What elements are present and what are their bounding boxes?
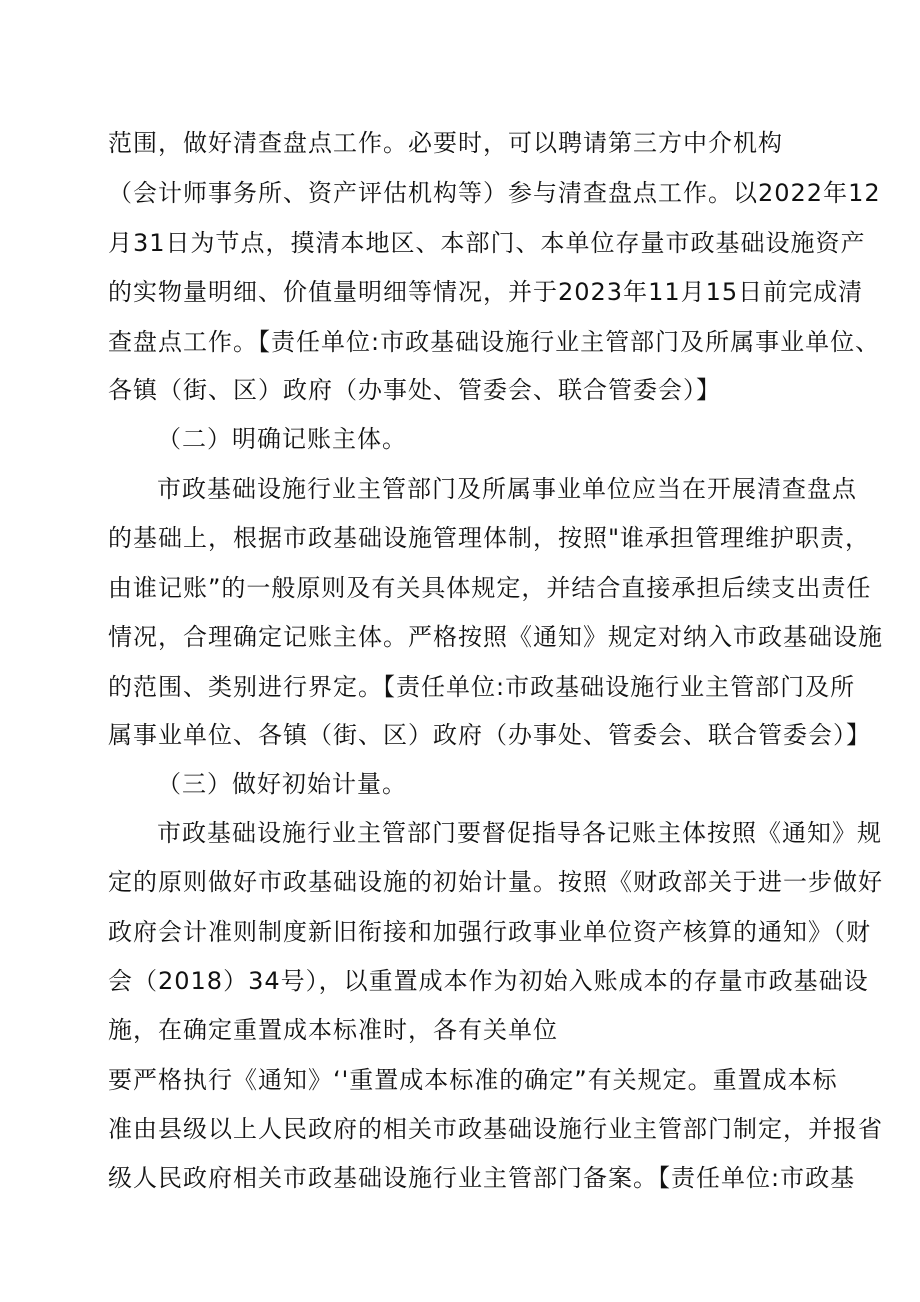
body-text-line: 查盘点工作。【责任单位:市政基础设施行业主管部门及所属事业单位、 <box>108 328 881 356</box>
body-text-line: 范围，做好清查盘点工作。必要时，可以聘请第三方中介机构 <box>108 129 783 157</box>
section-heading: （二）明确记账主体。 <box>157 425 407 453</box>
body-text-line: 要严格执行《通知》‘'重置成本标准的确定”有关规定。重置成本标 <box>108 1066 838 1094</box>
body-text-line: 级人民政府相关市政基础设施行业主管部门备案。【责任单位:市政基 <box>108 1164 856 1192</box>
body-text-line: 会（2018）34号），以重置成本作为初始入账成本的存量市政基础设 <box>108 967 869 995</box>
body-text-line: 属事业单位、各镇（街、区）政府（办事处、管委会、联合管委会）】 <box>108 721 871 749</box>
body-text-line: 的实物量明细、价值量明细等情况，并于2023年11月15日前完成清 <box>108 278 864 306</box>
paragraph-first-line: 市政基础设施行业主管部门及所属事业单位应当在开展清查盘点 <box>157 475 857 503</box>
body-text-line: 准由县级以上人民政府的相关市政基础设施行业主管部门制定，并报省 <box>108 1115 883 1143</box>
section-heading: （三）做好初始计量。 <box>157 770 407 798</box>
body-text-line: 政府会计准则制度新旧衔接和加强行政事业单位资产核算的通知》（财 <box>108 918 871 946</box>
body-text-line: 情况，合理确定记账主体。严格按照《通知》规定对纳入市政基础设施 <box>108 623 883 651</box>
body-text-line: 的范围、类别进行界定。【责任单位:市政基础设施行业主管部门及所 <box>108 673 856 701</box>
body-text-line: 施，在确定重置成本标准时，各有关单位 <box>108 1016 558 1044</box>
paragraph-first-line: 市政基础设施行业主管部门要督促指导各记账主体按照《通知》规 <box>157 819 882 847</box>
body-text-line: 定的原则做好市政基础设施的初始计量。按照《财政部关于进一步做好 <box>108 868 883 896</box>
body-text-line: 月31日为节点，摸清本地区、本部门、本单位存量市政基础设施资产 <box>108 229 866 257</box>
body-text-line: 各镇（街、区）政府（办事处、管委会、联合管委会）】 <box>108 376 721 404</box>
body-text-line: 由谁记账”的一般原则及有关具体规定，并结合直接承担后续支出责任 <box>108 574 872 602</box>
body-text-line: （会计师事务所、资产评估机构等）参与清查盘点工作。以2022年12 <box>108 179 881 207</box>
body-text-line: 的基础上，根据市政基础设施管理体制，按照"谁承担管理维护职责， <box>108 524 871 552</box>
